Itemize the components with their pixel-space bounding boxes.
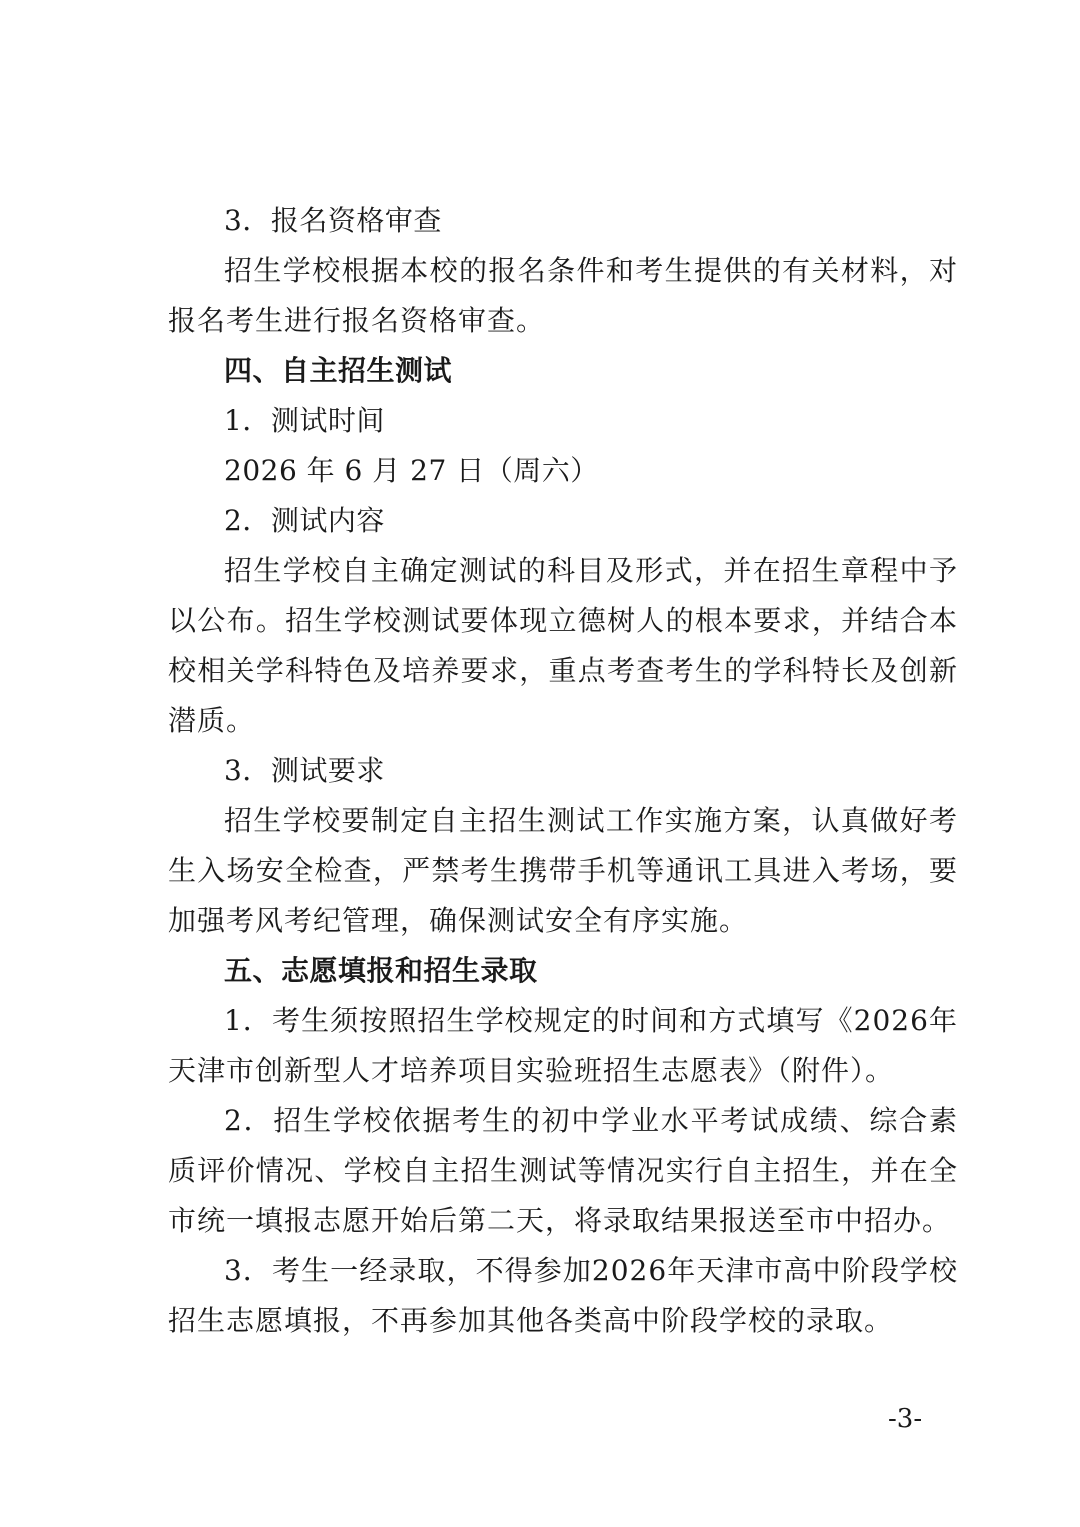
paragraph-eligibility-review: 招生学校根据本校的报名条件和考生提供的有关材料，对报名考生进行报名资格审查。 <box>168 254 958 337</box>
page-number: -3- <box>888 1404 923 1434</box>
paragraph-application-form: 1．考生须按照招生学校规定的时间和方式填写《2026年天津市创新型人才培养项目实验班招生志愿表》（附件）。 <box>168 1004 958 1087</box>
document-body <box>168 196 958 1346</box>
paragraph-admission-basis: 2．招生学校依据考生的初中学业水平考试成绩、综合素质评价情况、学校自主招生测试等情况实行自主招生，并在全市统一填报志愿开始后第二天，将录取结果报送至市中招办。 <box>168 1104 958 1237</box>
test-date: 2026 年 6 月 27 日（周六） <box>224 454 599 487</box>
paragraph-test-content: 招生学校自主确定测试的科目及形式，并在招生章程中予以公布。招生学校测试要体现立德树人的根本要求，并结合本校相关学科特色及培养要求，重点考查考生的学科特长及创新潜质。 <box>168 554 958 737</box>
subsection-1-title: 1．测试时间 <box>224 404 385 437</box>
paragraph-test-requirements: 招生学校要制定自主招生测试工作实施方案，认真做好考生入场安全检查，严禁考生携带手机等通讯工具进入考场，要加强考风考纪管理，确保测试安全有序实施。 <box>168 804 958 937</box>
subsection-3-test-requirements: 3．测试要求 <box>224 754 385 787</box>
paragraph-admission-restriction: 3．考生一经录取，不得参加2026年天津市高中阶段学校招生志愿填报，不再参加其他各类高中阶段学校的录取。 <box>168 1254 958 1337</box>
section-4-heading: 四、自主招生测试 <box>224 354 453 387</box>
section-5-heading: 五、志愿填报和招生录取 <box>224 954 538 987</box>
subsection-3-title: 3．报名资格审查 <box>224 204 442 237</box>
subsection-2-title: 2．测试内容 <box>224 504 385 537</box>
